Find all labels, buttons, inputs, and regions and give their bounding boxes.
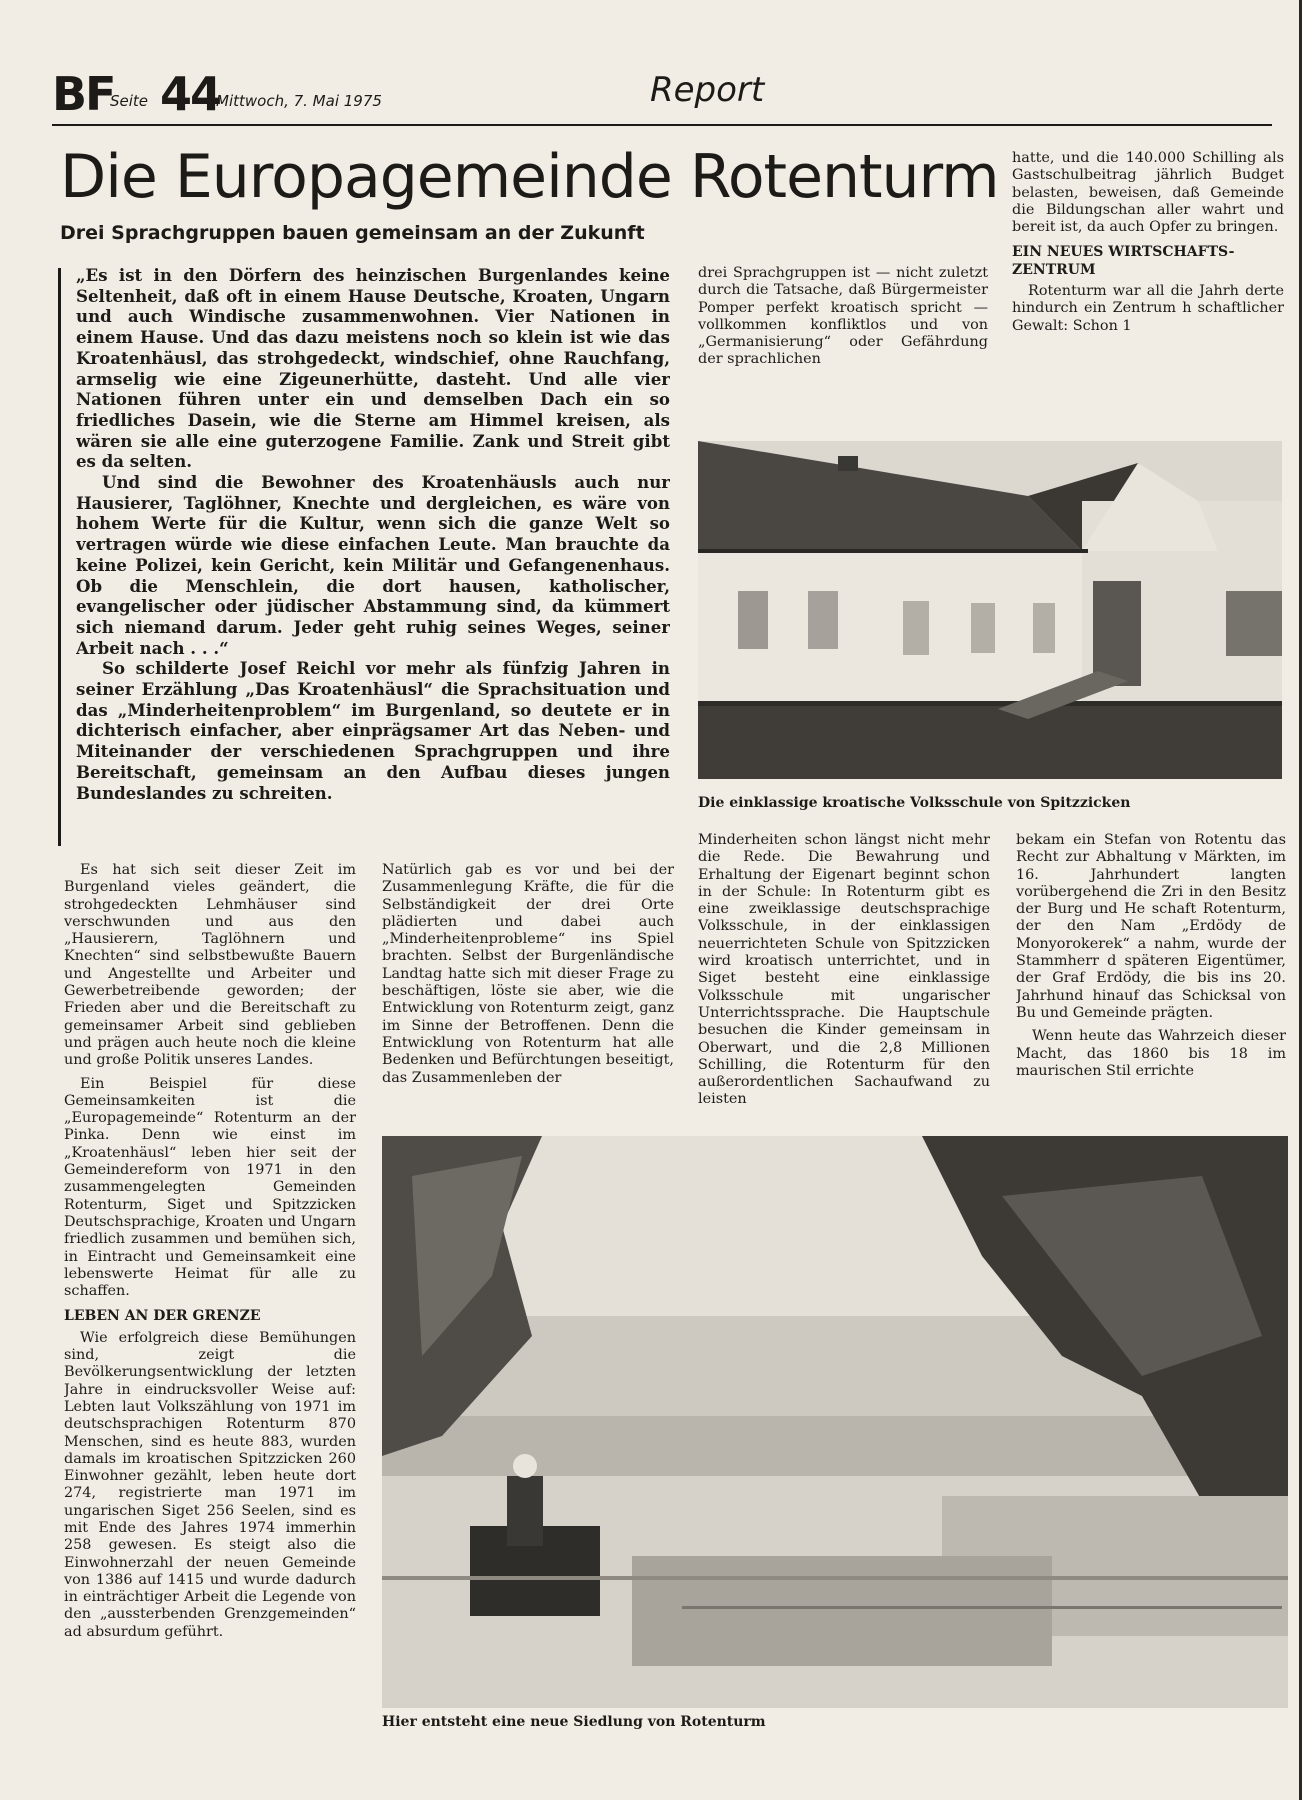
paragraph: Natürlich gab es vor und bei der Zusammenlegung Kräfte, die für die Selbständigkeit der drei Orte plädierten und dabei auch „Minderheitenprobleme“ ins Spiel brachten. Selbst der Burgenländische Landtag hatte sich mit dieser Frage zu beschäftigen, löste sie aber, wie die Entwicklung von Rotenturm zeigt, ganz im Sinne der Betroffenen. Denn die Entwicklung von Rotenturm hat alle Bedenken und Befürchtungen beseitigt, das Zusammenleben der — [382, 862, 674, 1086]
article-headline: Die Europagemeinde Rotenturm — [60, 142, 999, 212]
intro-rule — [58, 268, 61, 846]
paragraph: Wenn heute das Wahrzeich dieser Macht, das 1860 bis 18 im maurischen Stil errichte — [1016, 1028, 1286, 1079]
column-1 — [64, 862, 356, 1732]
page-label: Seite — [110, 92, 149, 110]
paragraph: Minderheiten schon längst nicht mehr die Rede. Die Bewahrung und Erhaltung der Eigenart beginnt schon in der Schule: In Rotenturm gibt es eine zweiklassige deutschsprachige Volksschule, in der einklassigen neuerrichteten Schule von Spitzzicken wird kroatisch unterrichtet, und in Siget besteht eine einklassige Volksschule mit ungarischer Unterrichtssprache. Die Hauptschule besuchen die Kinder gemeinsam in Oberwart, und die 2,8 Millionen Schilling, die Rotenturm für den außerordentlichen Sachaufwand zu leisten — [698, 832, 990, 1108]
paragraph: Es hat sich seit dieser Zeit im Burgenland vieles geändert, die strohgedeckten Lehmhäuser sind verschwunden und aus den „Hausierern, Taglöhnern und Knechten“ sind selbstbewußte Bauern und Angestellte und Arbeiter und Gewerbetreibende geworden; der Frieden aber und die Bereitschaft zu gemeinsamer Arbeit sind geblieben und prägen auch heute noch die kleine und große Politik unseres Landes. — [64, 862, 356, 1069]
column-3 — [698, 832, 990, 1124]
paragraph: drei Sprachgruppen ist — nicht zuletzt durch die Tatsache, daß Bürgermeister Pomper perfekt kroatisch spricht — vollkommen konfliktlos und von „Germanisierung“ oder Gefährdung der sprachlichen — [698, 265, 988, 368]
settlement-photo-caption: Hier entsteht eine neue Siedlung von Rotenturm — [382, 1714, 766, 1730]
column-right-top — [1012, 150, 1284, 382]
column-mid-top — [698, 265, 988, 377]
schoolhouse-image — [698, 441, 1282, 779]
page-number: 44 — [160, 67, 221, 121]
school-photo-caption: Die einklassige kroatische Volksschule von Spitzzicken — [698, 795, 1131, 811]
column-4 — [1016, 832, 1286, 1124]
masthead — [52, 68, 1272, 124]
section-title: Report — [650, 70, 765, 110]
column-2 — [382, 862, 674, 1124]
paragraph: bekam ein Stefan von Rotentu das Recht zur Abhaltung v Märkten, im 16. Jahrhundert langten vorübergehend die Zri in den Besitz der Burg und He schaft Rotenturm, der den Nam „Erdödy de Monyorokerek“ a nahm, wurde der Stammherr d späteren Eigentümer, der Graf Erdödy, die bis ins 20. Jahrhund hinauf das Schicksal von Bu und Gemeinde prägten. — [1016, 832, 1286, 1021]
newspaper-logo: BF — [52, 67, 115, 121]
article-subheadline: Drei Sprachgruppen bauen gemeinsam an der Zukunft — [60, 222, 645, 244]
construction-site-image — [382, 1136, 1288, 1708]
section-heading: LEBEN AN DER GRENZE — [64, 1308, 261, 1325]
intro-paragraph: So schilderte Josef Reichl vor mehr als fünfzig Jahren in seiner Erzählung „Das Kroatenhäusl“ die Sprachsituation und das „Minderheitenproblem“ im Burgenland, so deutete er in dichterisch einfacher, aber einprägsamer Art das Neben- und Miteinander der verschiedenen Sprachgruppen und ihre Bereitschaft, gemeinsam an den Aufbau dieses jungen Bundeslandes zu schreiten. — [76, 658, 670, 803]
issue-date: Mittwoch, 7. Mai 1975 — [216, 92, 382, 110]
intro-paragraph: „Es ist in den Dörfern des heinzischen Burgenlandes keine Seltenheit, daß oft in einem Hause Deutsche, Kroaten, Ungarn und auch Windische zusammenwohnen. Vier Nationen in einem Hause. Und das dazu meistens noch so klein ist wie das Kroatenhäusl, das strohgedeckt, windschief, ohne Rauchfang, armselig wie eine Zigeunerhütte, dasteht. Und alle vier Nationen führen unter ein und demselben Dach ein so friedliches Dasein, wie die Sterne am Himmel kreisen, als wären sie alle eine guterzogene Familie. Zank und Streit gibt es da selten. — [76, 265, 670, 472]
paragraph: Ein Beispiel für diese Gemeinsamkeiten ist die „Europagemeinde“ Rotenturm an der Pinka. Denn wie einst im „Kroatenhäusl“ leben hier seit der Gemeindereform von 1971 in den zusammengelegten Gemeinden Rotenturm, Siget und Spitzzicken Deutschsprachige, Kroaten und Ungarn friedlich zusammen und bemühen sich, in Eintracht und Gemeinsamkeit eine lebenswerte Heimat für alle zu schaffen. — [64, 1075, 356, 1300]
section-heading: EIN NEUES WIRTSCHAFTS-ZENTRUM — [1012, 244, 1235, 278]
masthead-rule — [52, 124, 1272, 126]
school-photo — [698, 441, 1282, 779]
paragraph: Rotenturm war all die Jahrh derte hindurch ein Zentrum h schaftlicher Gewalt: Schon 1 — [1012, 283, 1284, 334]
settlement-photo — [382, 1136, 1288, 1708]
intro-quote — [76, 265, 670, 803]
intro-paragraph: Und sind die Bewohner des Kroatenhäusls auch nur Hausierer, Taglöhner, Knechte und dergleichen, es wäre von hohem Werte für die Kultur, wenn sich die ganze Welt so vertragen würde wie diese einfachen Leute. Man brauchte da keine Polizei, kein Gericht, kein Militär und Gefangenenhaus. Ob die Menschlein, die dort hausen, katholischer, evangelischer oder jüdischer Abstammung sind, da kümmert sich niemand darum. Jeder geht ruhig seines Weges, seiner Arbeit nach . . .“ — [76, 472, 670, 658]
paragraph: hatte, und die 140.000 Schilling als Gastschulbeitrag jährlich Budget belasten, beweisen, daß Gemeinde die Bildungschan aller wahrt und bereit ist, da auch Opfer zu bringen. — [1012, 150, 1284, 236]
paragraph: Wie erfolgreich diese Bemühungen sind, zeigt die Bevölkerungsentwicklung der letzten Jahre in eindrucksvoller Weise auf: Lebten laut Volkszählung von 1971 im deutschsprachigen Rotenturm 870 Menschen, sind es heute 883, wurden damals im kroatischen Spitzzicken 260 Einwohner gezählt, leben heute dort 274, registrierte man 1971 im ungarischen Siget 256 Seelen, sind es mit Ende des Jahres 1974 immerhin 258 gewesen. Es steigt also die Einwohnerzahl der neuen Gemeinde von 1386 auf 1415 und wurde dadurch in einträchtiger Arbeit die Legende von den „aussterbenden Grenzgemeinden“ ad absurdum geführt. — [64, 1329, 356, 1640]
